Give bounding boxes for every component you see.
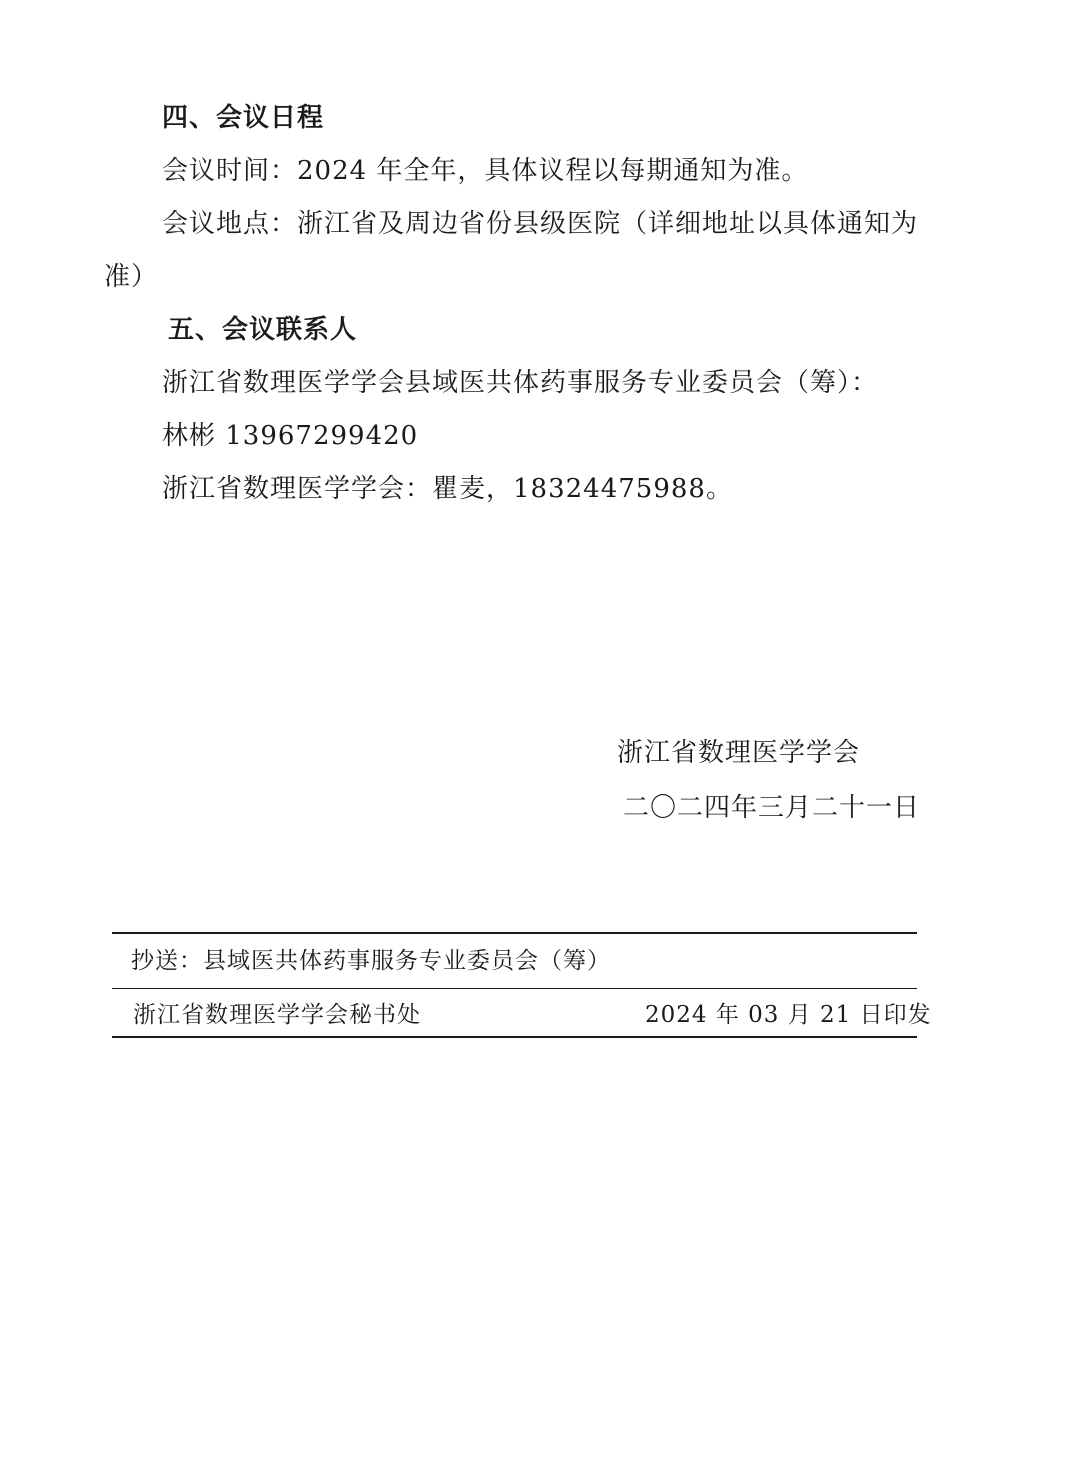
section-4-heading: 四、会议日程 [162, 103, 325, 133]
footer-top-rule [112, 932, 917, 934]
signature-date: 二〇二四年三月二十一日 [623, 793, 921, 823]
footer-bottom-rule [112, 1036, 917, 1038]
contact-person-2: 浙江省数理医学学会：瞿麦，18324475988。 [162, 474, 733, 504]
contact-org: 浙江省数理医学学会县域医共体药事服务专业委员会（筹）： [162, 368, 879, 398]
signature-org: 浙江省数理医学学会 [617, 738, 861, 768]
footer-middle-rule [112, 988, 917, 989]
contact-person-1: 林彬 13967299420 [162, 421, 419, 451]
footer-cc: 抄送：县域医共体药事服务专业委员会（筹） [131, 948, 611, 974]
section-5-heading: 五、会议联系人 [168, 315, 358, 345]
meeting-time: 会议时间：2024 年全年，具体议程以每期通知为准。 [162, 156, 809, 186]
footer-issue-date: 2024 年 03 月 21 日印发 [645, 1002, 932, 1028]
meeting-place-line2: 准） [104, 262, 159, 292]
footer-issuer: 浙江省数理医学学会秘书处 [133, 1002, 421, 1028]
meeting-place-line1: 会议地点：浙江省及周边省份县级医院（详细地址以具体通知为 [162, 209, 919, 239]
